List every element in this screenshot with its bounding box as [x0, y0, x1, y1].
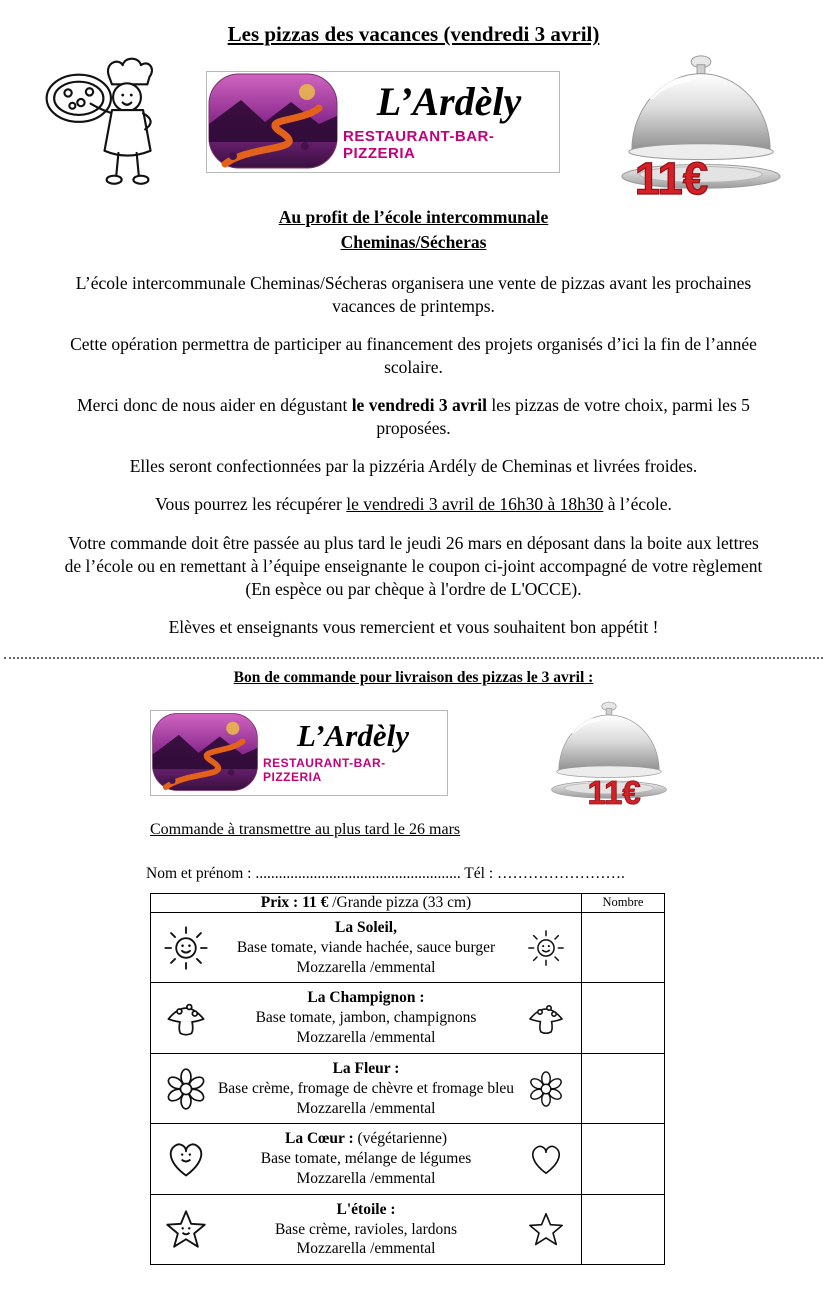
- benefit-heading: [0, 205, 827, 256]
- count-cell: [582, 912, 665, 982]
- price-badge: 11€: [587, 773, 641, 807]
- pizza-description: [213, 918, 519, 977]
- pizza-description: [213, 1200, 519, 1259]
- pizza-desc-2: Mozzarella /emmental: [296, 1240, 436, 1258]
- paragraph-5-post: à l’école.: [603, 494, 672, 515]
- paragraph-3: [58, 394, 769, 440]
- chef-pizza-icon: [42, 49, 182, 199]
- order-form-title: Bon de commande pour livraison des pizzas le 3 avril :: [233, 668, 594, 686]
- order-table: [150, 893, 665, 1265]
- heart-icon: [159, 1137, 213, 1181]
- count-cell: [582, 1124, 665, 1194]
- pizza-description: [213, 988, 519, 1047]
- order-deadline: Commande à transmettre au plus tard le 26 mars: [150, 820, 461, 838]
- paragraph-3-bold: le vendredi 3 avril: [351, 395, 487, 416]
- logo-landscape-icon: [151, 711, 259, 793]
- benefit-line-2: Cheminas/Sécheras: [340, 232, 487, 253]
- logo-subtitle: RESTAURANT-BAR-PIZZERIA: [343, 127, 495, 162]
- pizza-description: [213, 1059, 519, 1118]
- table-header-row: [151, 893, 665, 912]
- pizza-description: [213, 1129, 519, 1188]
- logo-landscape-icon: [207, 72, 339, 170]
- mushroom-icon: [159, 996, 213, 1040]
- body-text: [0, 272, 827, 639]
- table-row-fleur: [151, 1053, 665, 1123]
- order-form-illustrations: [150, 699, 827, 807]
- price-badge: 11€: [634, 153, 709, 201]
- header-illustrations: [0, 49, 827, 201]
- logo-name: L’Ardèly: [297, 717, 409, 753]
- pizza-desc-1: Base crème, ravioles, lardons: [274, 1220, 458, 1238]
- pizza-name: La Champignon :: [307, 989, 425, 1007]
- table-row-soleil: [151, 912, 665, 982]
- ardely-logo-small: [150, 710, 448, 796]
- pizza-name: La Cœur :: [285, 1130, 354, 1148]
- pizza-desc-1: Base tomate, jambon, champignons: [255, 1009, 477, 1027]
- ardely-logo: [206, 71, 560, 173]
- star-icon: [519, 1211, 573, 1249]
- paragraph-5: [58, 493, 769, 516]
- benefit-line-1: Au profit de l’école intercommunale: [278, 207, 549, 227]
- pizza-desc-2: Mozzarella /emmental: [296, 1029, 436, 1047]
- paragraph-7: Elèves et enseignants vous remercient et vous souhaitent bon appétit !: [168, 616, 659, 637]
- paragraph-6: Votre commande doit être passée au plus tard le jeudi 26 mars en déposant dans la boite aux lettres de l’école ou en remettant à l’équipe enseignante le coupon ci-joint accompagné de votre règlement (En espèce ou par chèque à l'ordre de L'OCCE).: [64, 532, 763, 599]
- paragraph-3-post: les pizzas de votre choix, parmi les 5 proposées.: [376, 395, 750, 439]
- count-cell: [582, 983, 665, 1053]
- paragraph-2: Cette opération permettra de participer au financement des projets organisés d’ici la fin de l’année scolaire.: [70, 333, 757, 378]
- price-cloche-illustration: [617, 51, 785, 201]
- pizza-name: L'étoile :: [336, 1200, 396, 1218]
- table-row-coeur: [151, 1124, 665, 1194]
- table-row-champignon: [151, 983, 665, 1053]
- pizza-name: La Soleil,: [334, 918, 397, 936]
- sun-icon: [159, 925, 213, 971]
- heart-icon: [519, 1140, 573, 1178]
- silver-cloche-icon: [548, 699, 670, 807]
- pizza-desc-1: Base tomate, mélange de légumes: [260, 1150, 472, 1168]
- price-cloche-illustration-small: [548, 699, 670, 807]
- count-cell: [582, 1053, 665, 1123]
- paragraph-1: L’école intercommunale Cheminas/Sécheras organisera une vente de pizzas avant les prochaines vacances de printemps.: [75, 272, 752, 316]
- price-header-cell: [151, 893, 582, 912]
- paragraph-5-pre: Vous pourrez les récupérer: [155, 494, 347, 515]
- dotted-cut-line: [4, 657, 823, 659]
- count-cell: [582, 1194, 665, 1264]
- name-phone-line: Nom et prénom : ..................................................... Tél : …………………….: [146, 864, 625, 882]
- price-header-bold: Prix : 11 €: [260, 893, 329, 911]
- paragraph-4: Elles seront confectionnées par la pizzéria Ardély de Cheminas et livrées froides.: [129, 456, 698, 477]
- paragraph-5-underline: le vendredi 3 avril de 16h30 à 18h30: [346, 494, 604, 515]
- logo-subtitle: RESTAURANT-BAR-PIZZERIA: [263, 756, 386, 785]
- logo-text-block: [339, 72, 559, 172]
- sun-icon: [519, 929, 573, 967]
- count-header-cell: Nombre: [582, 893, 665, 912]
- pizza-desc-2: Mozzarella /emmental: [296, 1099, 436, 1117]
- flower-icon: [519, 1070, 573, 1108]
- star-icon: [159, 1208, 213, 1252]
- paragraph-3-pre: Merci donc de nous aider en dégustant: [77, 395, 352, 416]
- pizza-name: La Fleur :: [332, 1059, 400, 1077]
- chef-pizza-illustration: [42, 49, 182, 199]
- silver-cloche-icon: [617, 51, 785, 201]
- mushroom-icon: [519, 998, 573, 1038]
- logo-name: L’Ardèly: [376, 78, 522, 124]
- pizza-desc-2: Mozzarella /emmental: [296, 1169, 436, 1187]
- pizza-name-suffix: (végétarienne): [353, 1130, 447, 1148]
- flower-icon: [159, 1067, 213, 1111]
- table-row-etoile: [151, 1194, 665, 1264]
- pizza-desc-2: Mozzarella /emmental: [296, 958, 436, 976]
- price-header-rest: /Grande pizza (33 cm): [328, 893, 472, 911]
- page-title: Les pizzas des vacances (vendredi 3 avril): [227, 22, 600, 46]
- logo-text-block: [259, 711, 447, 795]
- pizza-desc-1: Base crème, fromage de chèvre et fromage bleu: [217, 1079, 515, 1097]
- pizza-desc-1: Base tomate, viande hachée, sauce burger: [236, 938, 496, 956]
